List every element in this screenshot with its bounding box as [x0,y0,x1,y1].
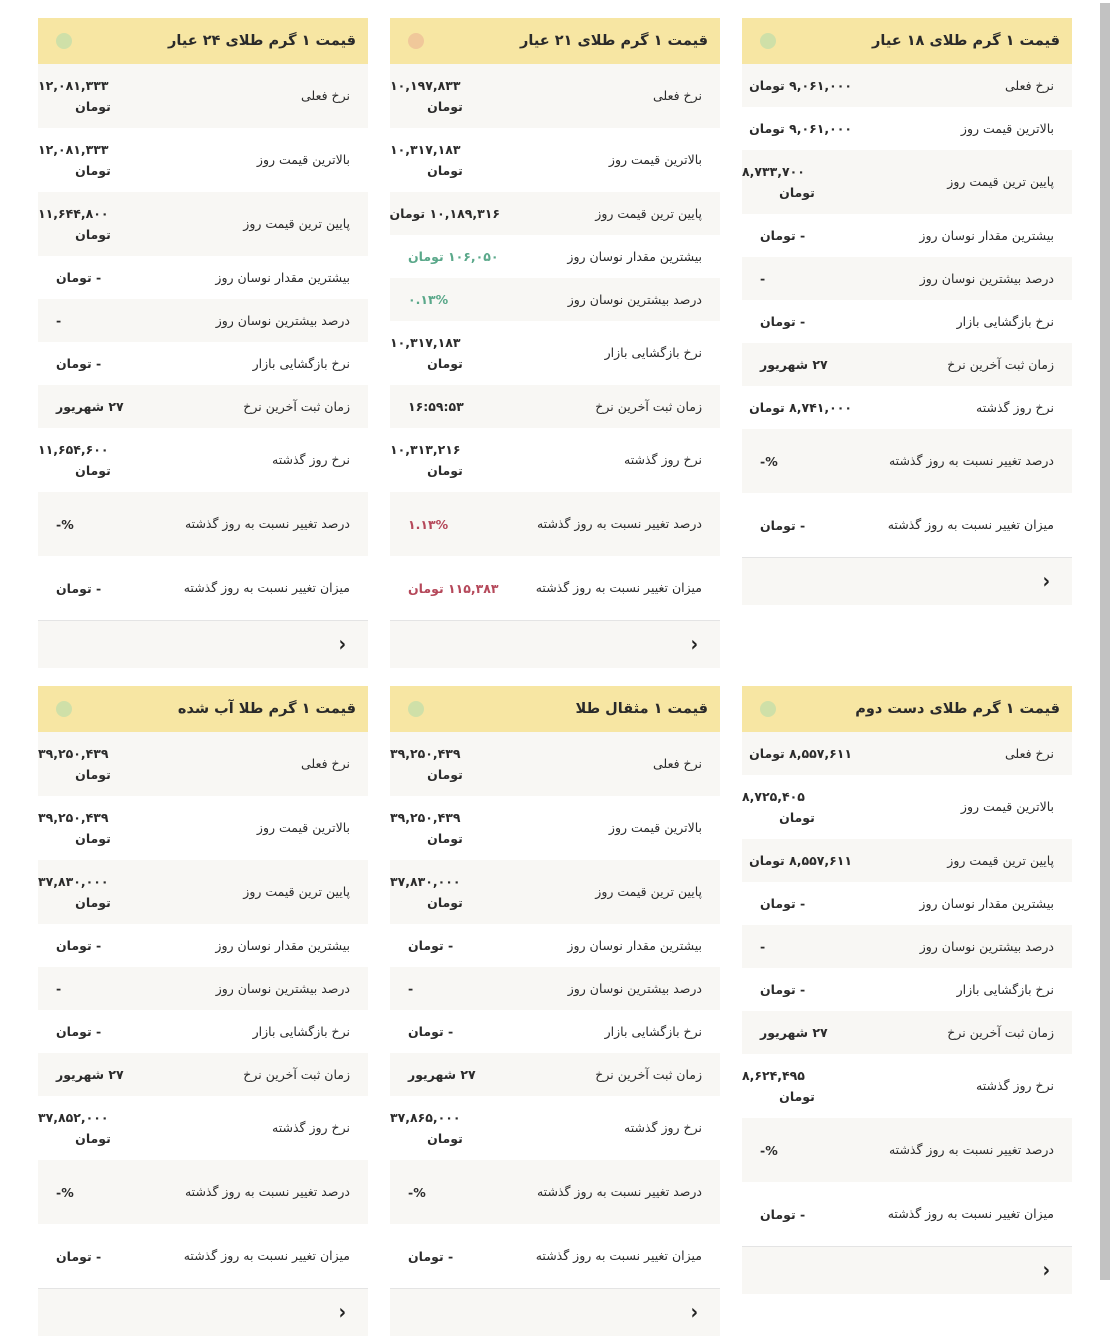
table-row [390,278,720,321]
row-label: میزان تغییر نسبت به روز گذشته [183,1248,350,1263]
row-value: - تومان [56,356,102,371]
row-label: درصد بیشترین نوسان روز [919,938,1054,954]
row-value: - تومان [56,1024,102,1039]
card-header [38,686,368,732]
row-label: نرخ روز گذشته [624,1120,702,1135]
card-title: قیمت ۱ گرم طلای ۱۸ عیار [872,33,1060,49]
table-row [390,192,720,235]
row-value: ۸,۷۴۱,۰۰۰ تومان [749,400,852,415]
status-dot-icon [760,701,776,717]
table-row [742,429,1072,493]
row-value: ۲۷ شهریور [760,357,828,372]
card-header [742,18,1072,64]
row-label: زمان ثبت آخرین نرخ [595,398,702,414]
card-title: قیمت ۱ گرم طلای ۲۱ عیار [520,33,708,49]
table-row [38,1053,368,1096]
row-label: پایین ترین قیمت روز [243,216,350,231]
row-value: - تومان [760,314,806,329]
row-label: بالاترین قیمت روز [608,152,702,167]
row-label: بالاترین قیمت روز [960,799,1054,814]
table-row [38,1010,368,1053]
row-label: نرخ فعلی [301,756,350,771]
row-label: پایین ترین قیمت روز [243,884,350,899]
row-value: %- [760,1142,778,1158]
row-label: میزان تغییر نسبت به روز گذشته [535,1248,702,1263]
row-value: - تومان [408,1024,454,1039]
card-title: قیمت ۱ گرم طلای ۲۴ عیار [168,33,356,49]
row-value: %- [56,1184,74,1200]
table-row [390,321,720,385]
table-row [742,882,1072,925]
chevron-left-icon[interactable]: ‹ [690,1299,698,1326]
row-label: درصد بیشترین نوسان روز [567,291,702,307]
card-title: قیمت ۱ مثقال طلا [575,701,708,717]
row-value: ۲۷ شهریور [56,399,124,414]
row-label: بیشترین مقدار نوسان روز [215,937,350,953]
price-card-gold-mithqal [390,686,720,1336]
row-label: نرخ بازگشایی بازار [604,345,702,360]
row-value: ۳۹,۲۵۰,۴۳۹ تومان [390,810,463,846]
table-row [390,1096,720,1160]
table-row [38,299,368,342]
row-value: ۱۲,۰۸۱,۳۳۳ تومان [38,78,111,114]
row-value: - تومان [56,270,102,285]
table-row [390,1053,720,1096]
row-value: - [56,313,62,328]
table-row [390,1010,720,1053]
row-value: - [56,981,62,996]
card-rows [390,732,720,1288]
table-row [742,64,1072,107]
table-row [38,732,368,796]
table-row [390,492,720,556]
table-row [742,732,1072,775]
row-label: نرخ بازگشایی بازار [956,313,1054,329]
row-value: ۱۱,۶۵۴,۶۰۰ تومان [38,442,111,478]
row-value: ۱۰,۱۸۹,۳۱۶ تومان [389,206,500,221]
table-row [742,1054,1072,1118]
table-row [390,1160,720,1224]
card-title: قیمت ۱ گرم طلا آب شده [177,701,356,717]
row-label: درصد بیشترین نوسان روز [215,980,350,996]
row-label: نرخ فعلی [653,756,702,771]
table-row [38,342,368,385]
table-row [38,1160,368,1224]
row-label: میزان تغییر نسبت به روز گذشته [887,1206,1054,1221]
table-row [390,128,720,192]
row-value: ۲۷ شهریور [408,1067,476,1082]
status-dot-icon [56,33,72,49]
row-label: نرخ بازگشایی بازار [604,1023,702,1039]
row-label: درصد بیشترین نوسان روز [567,980,702,996]
row-label: درصد بیشترین نوسان روز [919,270,1054,286]
chevron-left-icon[interactable]: ‹ [690,631,698,658]
row-value: - تومان [760,517,806,533]
table-row [742,1182,1072,1246]
table-row [38,492,368,556]
chevron-left-icon[interactable]: ‹ [338,1299,346,1326]
card-rows [742,732,1072,1246]
card-rows [390,64,720,620]
row-value: ۱۰,۳۱۷,۱۸۳ تومان [390,142,463,178]
row-label: درصد تغییر نسبت به روز گذشته [536,516,702,531]
row-label: نرخ فعلی [1005,77,1054,93]
table-row [38,924,368,967]
row-label: پایین ترین قیمت روز [947,852,1054,868]
row-label: میزان تغییر نسبت به روز گذشته [887,517,1054,532]
row-value: - [760,271,766,286]
table-row [742,493,1072,557]
row-label: نرخ فعلی [653,88,702,103]
table-row [742,150,1072,214]
table-row [390,732,720,796]
row-value: ۳۷,۸۵۲,۰۰۰ تومان [38,1110,111,1146]
table-row [390,235,720,278]
row-value: - [760,939,766,954]
row-value: ۲۷ شهریور [56,1067,124,1082]
row-label: بالاترین قیمت روز [256,820,350,835]
table-row [742,968,1072,1011]
card-footer [38,620,368,668]
row-value: %- [56,516,74,532]
price-card-gold-21k [390,18,720,668]
row-label: بیشترین مقدار نوسان روز [567,937,702,953]
card-footer [38,1288,368,1336]
chevron-left-icon[interactable]: ‹ [1042,568,1050,595]
row-label: میزان تغییر نسبت به روز گذشته [183,580,350,595]
row-label: درصد تغییر نسبت به روز گذشته [536,1184,702,1199]
row-value: ۱۰,۳۱۳,۲۱۶ تومان [390,442,463,478]
row-label: میزان تغییر نسبت به روز گذشته [535,580,702,595]
row-label: درصد تغییر نسبت به روز گذشته [184,516,350,531]
chevron-left-icon[interactable]: ‹ [1042,1257,1050,1284]
row-label: بالاترین قیمت روز [256,152,350,167]
row-value: ۸,۵۵۷,۶۱۱ تومان [749,746,852,761]
card-footer [390,1288,720,1336]
status-dot-icon [760,33,776,49]
row-label: نرخ روز گذشته [976,1078,1054,1093]
row-value: ۱۱,۶۴۴,۸۰۰ تومان [38,206,111,242]
table-row [38,860,368,924]
table-row [390,796,720,860]
row-label: نرخ فعلی [1005,745,1054,761]
row-value: ۳۷,۸۳۰,۰۰۰ تومان [38,874,111,910]
row-label: نرخ روز گذشته [976,399,1054,415]
row-label: پایین ترین قیمت روز [595,884,702,899]
row-value: - تومان [56,580,102,596]
table-row [38,128,368,192]
row-value: ۸,۷۳۳,۷۰۰ تومان [742,164,815,200]
row-value: ۳۹,۲۵۰,۴۳۹ تومان [38,810,111,846]
card-header [390,686,720,732]
row-value: ۲۷ شهریور [760,1025,828,1040]
row-value: ۱۲,۰۸۱,۳۳۳ تومان [38,142,111,178]
row-label: زمان ثبت آخرین نرخ [947,1024,1054,1040]
table-row [742,214,1072,257]
table-row [390,1224,720,1288]
row-value: - تومان [760,896,806,911]
table-row [390,428,720,492]
row-value: %- [408,1184,426,1200]
row-label: نرخ روز گذشته [272,452,350,467]
card-rows [742,64,1072,557]
row-value: ۹,۰۶۱,۰۰۰ تومان [749,78,852,93]
table-row [38,192,368,256]
row-value: - تومان [408,938,454,953]
table-row [390,556,720,620]
row-label: بیشترین مقدار نوسان روز [919,895,1054,911]
table-row [38,256,368,299]
price-card-gold-24k [38,18,368,668]
table-row [742,257,1072,300]
row-value: - تومان [760,228,806,243]
card-header [38,18,368,64]
row-label: زمان ثبت آخرین نرخ [243,398,350,414]
table-row [38,1224,368,1288]
row-label: نرخ بازگشایی بازار [252,1023,350,1039]
row-value: ۱۶:۵۹:۵۳ [408,399,464,414]
row-label: بیشترین مقدار نوسان روز [919,227,1054,243]
table-row [38,428,368,492]
row-value: ۱۰,۱۹۷,۸۳۳ تومان [390,78,463,114]
card-title: قیمت ۱ گرم طلای دست دوم [855,701,1060,717]
row-label: درصد تغییر نسبت به روز گذشته [888,1142,1054,1157]
row-value: ۱۰۶,۰۵۰ تومان [408,249,499,264]
row-value: ۳۷,۸۳۰,۰۰۰ تومان [390,874,463,910]
row-value: ۳۹,۲۵۰,۴۳۹ تومان [38,746,111,782]
row-value: ۸,۷۲۵,۴۰۵ تومان [742,789,815,825]
table-row [742,1011,1072,1054]
table-row [390,385,720,428]
row-value: ۳۷,۸۶۵,۰۰۰ تومان [390,1110,463,1146]
table-row [742,386,1072,429]
row-label: درصد بیشترین نوسان روز [215,312,350,328]
row-value: ۸,۵۵۷,۶۱۱ تومان [749,853,852,868]
table-row [390,967,720,1010]
card-footer [390,620,720,668]
table-row [742,775,1072,839]
row-value: ۱۰,۳۱۷,۱۸۳ تومان [390,335,463,371]
table-row [742,1118,1072,1182]
card-header [390,18,720,64]
row-value: %- [760,453,778,469]
price-card-gold-second-hand [742,686,1072,1294]
table-row [742,839,1072,882]
price-card-gold-18k [742,18,1072,605]
row-value: - تومان [760,1206,806,1222]
status-dot-icon [408,701,424,717]
row-label: نرخ فعلی [301,88,350,103]
row-label: زمان ثبت آخرین نرخ [947,356,1054,372]
row-value: - تومان [56,1248,102,1264]
table-row [742,300,1072,343]
row-value: ۸,۶۲۴,۴۹۵ تومان [742,1068,815,1104]
row-value: ۱۱۵,۳۸۳ تومان [408,580,499,596]
row-value: - تومان [760,982,806,997]
row-label: درصد تغییر نسبت به روز گذشته [888,453,1054,468]
status-dot-icon [408,33,424,49]
row-label: نرخ بازگشایی بازار [956,981,1054,997]
card-footer [742,1246,1072,1294]
row-label: بیشترین مقدار نوسان روز [567,248,702,264]
card-rows [38,732,368,1288]
status-dot-icon [56,701,72,717]
row-value: - تومان [408,1248,454,1264]
row-label: درصد تغییر نسبت به روز گذشته [184,1184,350,1199]
table-row [390,924,720,967]
chevron-left-icon[interactable]: ‹ [338,631,346,658]
row-label: نرخ بازگشایی بازار [252,355,350,371]
table-row [390,64,720,128]
table-row [38,385,368,428]
vertical-scrollbar[interactable] [1100,3,1110,1280]
table-row [38,556,368,620]
row-value: ۳۹,۲۵۰,۴۳۹ تومان [390,746,463,782]
row-value: ۱.۱۳% [408,516,449,532]
row-label: بالاترین قیمت روز [608,820,702,835]
row-label: پایین ترین قیمت روز [947,174,1054,189]
row-label: پایین ترین قیمت روز [595,205,702,221]
table-row [38,967,368,1010]
row-label: زمان ثبت آخرین نرخ [595,1066,702,1082]
card-rows [38,64,368,620]
table-row [742,107,1072,150]
row-value: - [408,981,414,996]
card-footer [742,557,1072,605]
table-row [38,64,368,128]
table-row [742,925,1072,968]
price-card-gold-melted [38,686,368,1336]
row-value: ۹,۰۶۱,۰۰۰ تومان [749,121,852,136]
row-value: - تومان [56,938,102,953]
table-row [38,1096,368,1160]
row-value: ۰.۱۳% [408,292,449,307]
row-label: بیشترین مقدار نوسان روز [215,269,350,285]
row-label: بالاترین قیمت روز [960,120,1054,136]
row-label: نرخ روز گذشته [272,1120,350,1135]
row-label: نرخ روز گذشته [624,452,702,467]
card-header [742,686,1072,732]
table-row [390,860,720,924]
table-row [38,796,368,860]
row-label: زمان ثبت آخرین نرخ [243,1066,350,1082]
table-row [742,343,1072,386]
